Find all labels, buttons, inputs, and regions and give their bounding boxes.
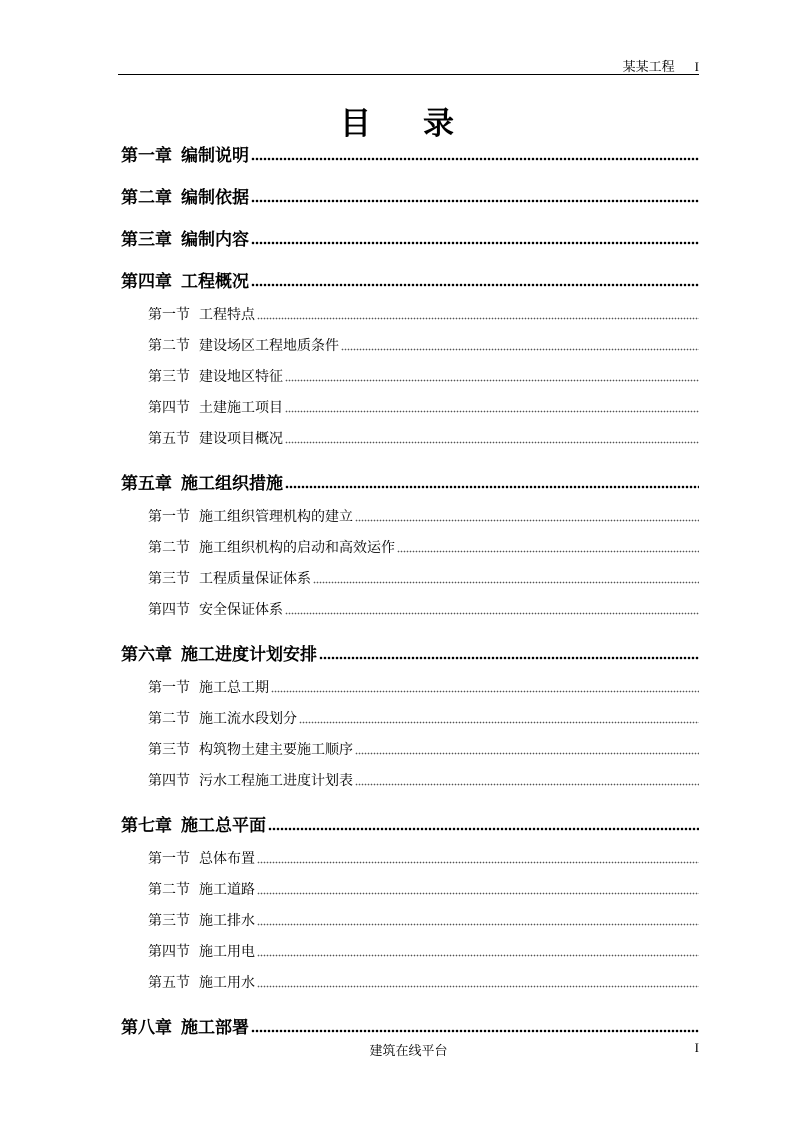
toc-entry-title: 安全保证体系: [199, 602, 283, 618]
toc-entry-title: 施工流水段划分: [199, 711, 297, 727]
dot-leader: [313, 580, 699, 584]
toc-entry-number: 第八章: [121, 1018, 172, 1038]
toc-section-entry[interactable]: [121, 739, 699, 759]
toc-chapter-entry[interactable]: [121, 1012, 699, 1038]
dot-leader: [341, 347, 699, 351]
toc-entry-title: 施工用电: [199, 944, 255, 960]
toc-entry-title: 编制依据: [181, 188, 249, 208]
toc-entry-title: 工程概况: [181, 272, 249, 292]
toc-entry-number: 第七章: [121, 816, 172, 836]
page-header: [118, 56, 699, 75]
toc-section-entry[interactable]: [121, 568, 699, 588]
toc-entry-title: 构筑物土建主要施工顺序: [199, 742, 353, 758]
toc-entry-number: 第五节: [148, 431, 190, 447]
toc-entry-title: 建设地区特征: [199, 369, 283, 385]
toc-entry-number: 第一节: [148, 851, 190, 867]
dot-leader: [251, 241, 699, 245]
dot-leader: [257, 984, 699, 988]
toc-entry-number: 第二节: [148, 540, 190, 556]
toc-section-entry[interactable]: [121, 770, 699, 790]
toc-entry-title: 编制内容: [181, 230, 249, 250]
toc-entry-number: 第四章: [121, 272, 172, 292]
toc-entry-title: 编制说明: [181, 146, 249, 166]
toc-entry-title: 总体布置: [199, 851, 255, 867]
header-page-number: I: [694, 59, 699, 74]
toc-chapter-entry[interactable]: [121, 639, 699, 665]
toc-entry-number: 第二节: [148, 882, 190, 898]
dot-leader: [257, 953, 699, 957]
toc-entry-title: 土建施工项目: [199, 400, 283, 416]
toc-entry-number: 第三节: [148, 369, 190, 385]
toc-entry-title: 施工进度计划安排: [181, 645, 317, 665]
toc-entry-title: 工程质量保证体系: [199, 571, 311, 587]
dot-leader: [355, 782, 699, 786]
toc-chapter-entry[interactable]: [121, 224, 699, 250]
dot-leader: [285, 378, 699, 382]
toc-entry-number: 第二节: [148, 711, 190, 727]
toc-entry-number: 第四节: [148, 944, 190, 960]
dot-leader: [299, 720, 699, 724]
dot-leader: [251, 283, 699, 287]
toc-entry-title: 施工总工期: [199, 680, 269, 696]
toc-entry-number: 第三章: [121, 230, 172, 250]
toc-chapter-entry[interactable]: [121, 182, 699, 208]
toc-section-entry[interactable]: [121, 506, 699, 526]
dot-leader: [257, 316, 699, 320]
toc-section-entry[interactable]: [121, 910, 699, 930]
toc-entry-number: 第二节: [148, 338, 190, 354]
dot-leader: [355, 751, 699, 755]
toc-entry-number: 第一节: [148, 680, 190, 696]
toc-chapter-entry[interactable]: [121, 468, 699, 494]
dot-leader: [285, 409, 699, 413]
dot-leader: [319, 656, 699, 660]
toc-chapter-entry[interactable]: [121, 140, 699, 166]
toc-entry-number: 第一节: [148, 509, 190, 525]
toc-chapter-entry[interactable]: [121, 266, 699, 292]
toc-entry-title: 施工组织措施: [181, 474, 283, 494]
header-title: 某某工程: [622, 60, 675, 75]
toc-entry-title: 施工排水: [199, 913, 255, 929]
dot-leader: [257, 922, 699, 926]
toc-section-entry[interactable]: [121, 397, 699, 417]
toc-section-entry[interactable]: [121, 366, 699, 386]
toc-chapter-entry[interactable]: [121, 810, 699, 836]
toc-entry-number: 第一节: [148, 307, 190, 323]
toc-entry-number: 第三节: [148, 742, 190, 758]
toc-entry-title: 施工部署: [181, 1018, 249, 1038]
toc-entry-title: 工程特点: [199, 307, 255, 323]
toc-section-entry[interactable]: [121, 879, 699, 899]
toc-entry-number: 第三节: [148, 913, 190, 929]
toc-entry-title: 施工总平面: [181, 816, 266, 836]
toc-section-entry[interactable]: [121, 304, 699, 324]
toc-section-entry[interactable]: [121, 941, 699, 961]
toc-entry-title: 污水工程施工进度计划表: [199, 773, 353, 789]
toc-entry-title: 施工用水: [199, 975, 255, 991]
toc-entry-title: 建设项目概况: [199, 431, 283, 447]
toc-entry-number: 第四节: [148, 773, 190, 789]
toc-section-entry[interactable]: [121, 677, 699, 697]
dot-leader: [251, 157, 699, 161]
toc-entry-number: 第四节: [148, 602, 190, 618]
toc-section-entry[interactable]: [121, 848, 699, 868]
toc-entry-title: 施工组织管理机构的建立: [199, 509, 353, 525]
toc-entry-number: 第四节: [148, 400, 190, 416]
dot-leader: [271, 689, 699, 693]
toc-entry-title: 建设场区工程地质条件: [199, 338, 339, 354]
toc-entry-number: 第五节: [148, 975, 190, 991]
toc-entry-number: 第二章: [121, 188, 172, 208]
toc-section-entry[interactable]: [121, 537, 699, 557]
page-footer: [118, 1040, 699, 1058]
dot-leader: [285, 485, 699, 489]
toc-entry-number: 第一章: [121, 146, 172, 166]
toc-entry-title: 施工道路: [199, 882, 255, 898]
dot-leader: [397, 549, 699, 553]
footer-text: 建筑在线平台: [369, 1044, 448, 1059]
toc-entry-number: 第三节: [148, 571, 190, 587]
toc-section-entry[interactable]: [121, 599, 699, 619]
dot-leader: [285, 611, 699, 615]
dot-leader: [251, 1029, 699, 1033]
dot-leader: [285, 440, 699, 444]
toc-section-entry[interactable]: [121, 972, 699, 992]
toc-section-entry[interactable]: [121, 335, 699, 355]
toc-heading: 目录: [340, 106, 506, 142]
dot-leader: [251, 199, 699, 203]
toc-section-entry[interactable]: [121, 708, 699, 728]
toc-entry-title: 施工组织机构的启动和高效运作: [199, 540, 395, 556]
dot-leader: [257, 860, 699, 864]
dot-leader: [355, 518, 699, 522]
dot-leader: [268, 827, 699, 831]
toc-section-entry[interactable]: [121, 428, 699, 448]
toc-entry-number: 第六章: [121, 645, 172, 665]
dot-leader: [257, 891, 699, 895]
toc-entry-number: 第五章: [121, 474, 172, 494]
footer-page-number: I: [694, 1040, 699, 1055]
